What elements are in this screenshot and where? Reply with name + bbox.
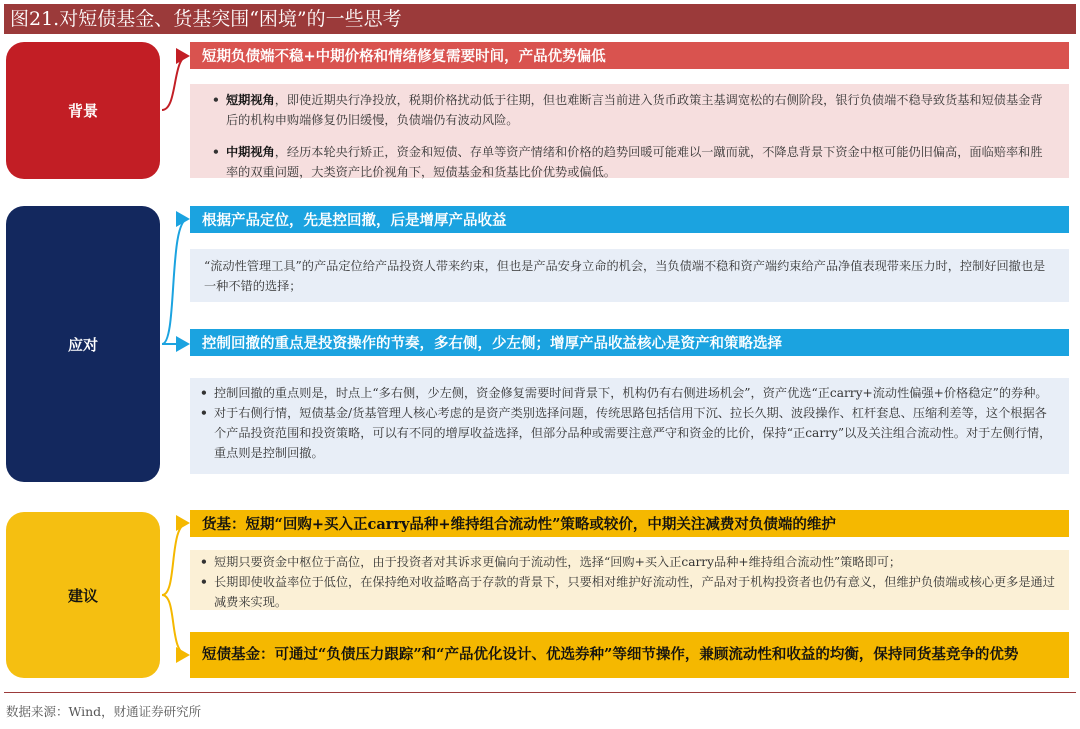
suggestion-head-1: 货基：短期“回购+买入正carry品种+维持组合流动性”策略或较价，中期关注减费对负债端的维护: [190, 510, 1069, 537]
bullet-dot: •: [200, 406, 208, 420]
suggestion-body-1: [190, 550, 1069, 610]
bullet-text: 长期即使收益率位于低位，在保持绝对收益略高于存款的背景下，只要相对维护好流动性，产品对于机构投资者也仍有意义，但维护负债端或核心更多是通过减费来实现。: [214, 575, 1055, 609]
bullet-dot: •: [212, 145, 220, 159]
bullet-lead: 中期视角: [226, 145, 275, 159]
figure-title: 图21.对短债基金、货基突围“困境”的一些思考: [4, 4, 1076, 34]
bullet-dot: •: [212, 93, 220, 107]
bullet-text: 短期只要资金中枢位于高位，由于投资者对其诉求更偏向于流动性，选择“回购+买入正carry品种+维持组合流动性”策略即可；: [214, 555, 902, 569]
background-head: 短期负债端不稳+中期价格和情绪修复需要时间，产品优势偏低: [190, 42, 1069, 69]
response-label: 应对: [67, 335, 98, 354]
background-bullet: [212, 142, 1051, 182]
footer-divider: [4, 692, 1076, 693]
bullet-text: ，即使近期央行净投放，税期价格扰动低于往期，但也难断言当前进入货币政策主基调宽松的右侧阶段，银行负债端不稳导致货基和短债基金背后的机构申购端修复仍旧缓慢，负债端仍有波动风险。: [226, 93, 1043, 127]
bullet-text: 控制回撤的重点则是，时点上“多右侧，少左侧，资金修复需要时间背景下，机构仍有右侧进场机会”，资产优选“正carry+流动性偏强+价格稳定”的券种。: [214, 386, 1048, 400]
response-body-1: “流动性管理工具”的产品定位给产品投资人带来约束，但也是产品安身立命的机会，当负债端不稳和资产端约束给产品净值表现带来压力时，控制好回撤也是一种不错的选择；: [190, 249, 1069, 302]
response-label-box: [6, 206, 160, 482]
bullet-dot: •: [200, 555, 208, 569]
suggestion-head-2: 短债基金：可通过“负债压力跟踪”和“产品优化设计、优选券种”等细节操作，兼顾流动性和收益的均衡，保持同货基竞争的优势: [190, 632, 1069, 678]
bullet-text: ，经历本轮央行矫正，资金和短债、存单等资产情绪和价格的趋势回暖可能难以一蹴而就，不降息背景下资金中枢可能仍旧偏高，面临赔率和胜率的双重问题，大类资产比价视角下，短债基金和货基比价优势或偏低。: [226, 145, 1043, 179]
background-label-box: [6, 42, 160, 179]
bullet-text: 对于右侧行情，短债基金/货基管理人核心考虑的是资产类别选择问题，传统思路包括信用下沉、拉长久期、波段操作、杠杆套息、压缩利差等，这个根据各个产品投资范围和投资策略，可以有不同的增厚收益选择，但部分品种或需要注意严守和资金的比价，保持“正carry”以及关注组合流动性。对于左侧行情，重点则是控制回撤。: [214, 406, 1052, 460]
background-bullet: [212, 90, 1051, 130]
sugg-connector-2: [162, 595, 188, 655]
bullet-dot: •: [200, 575, 208, 589]
response-bullet: [200, 403, 1055, 463]
sugg-connector-1: [162, 523, 188, 595]
response-bullet: [200, 383, 1055, 403]
bg-connector: [162, 56, 188, 110]
suggestion-label: 建议: [67, 586, 98, 605]
resp-connector-1: [162, 219, 188, 344]
bullet-lead: 短期视角: [226, 93, 275, 107]
bullet-dot: •: [200, 386, 208, 400]
response-body-2: [190, 378, 1069, 474]
suggestion-label-box: [6, 512, 160, 678]
background-body: [190, 84, 1069, 178]
suggestion-bullet: [200, 572, 1055, 612]
suggestion-bullet: [200, 552, 1055, 572]
response-head-2: 控制回撤的重点是投资操作的节奏，多右侧，少左侧；增厚产品收益核心是资产和策略选择: [190, 329, 1069, 356]
source-note: 数据来源：Wind，财通证券研究所: [6, 704, 202, 719]
background-label: 背景: [67, 102, 98, 120]
response-head-1: 根据产品定位，先是控回撤，后是增厚产品收益: [190, 206, 1069, 233]
